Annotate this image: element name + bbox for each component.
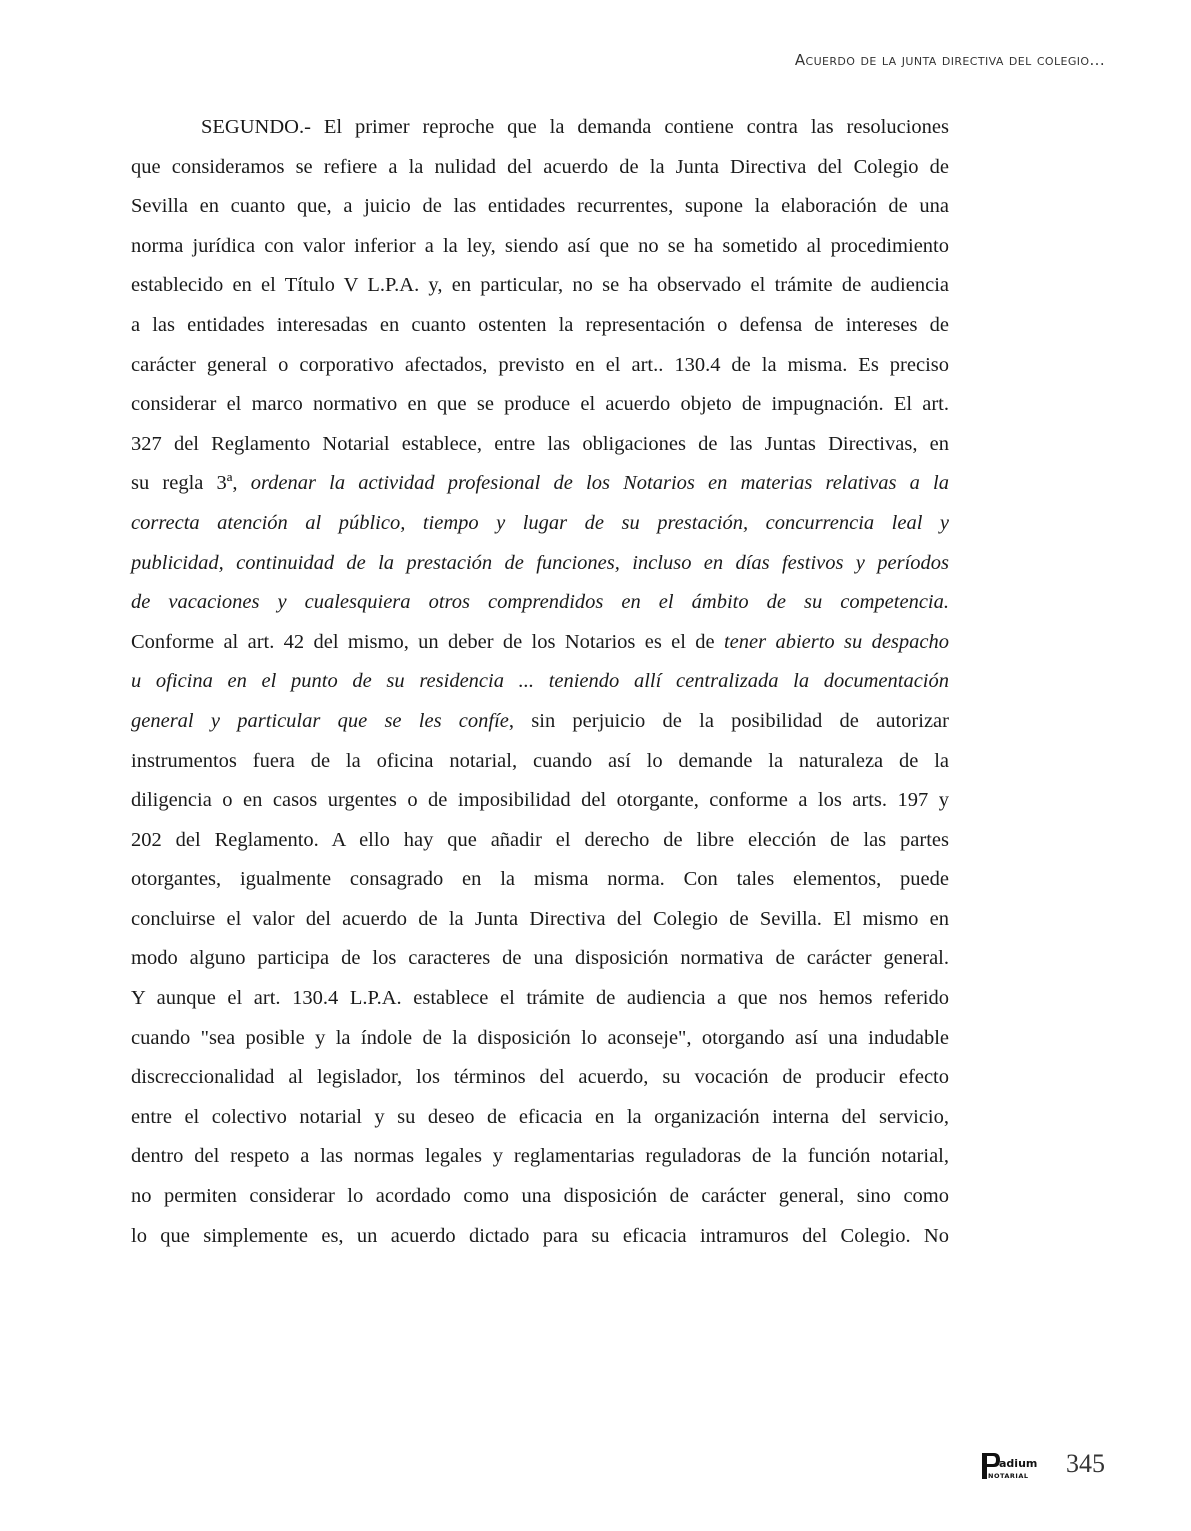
line-text: instrumentos fuera de la oficina notarial, cuando así lo demande la naturaleza de la [131,749,949,772]
text-line [131,742,949,782]
text-line [131,939,949,979]
logo-word: adium [999,1457,1038,1470]
line-text: no permiten considerar lo acordado como una disposición de carácter general, sino como [131,1185,949,1208]
line-italic-text: ordenar la actividad profesional de los Notarios en materias relativas a la [250,472,949,495]
text-line [131,860,949,900]
line-italic-text: u oficina en el punto de su residencia ... teniendo allí centralizada la documentación [131,670,949,693]
line-text: cuando "sea posible y la índole de la disposición lo aconseje", otorgando así una indudable [131,1026,949,1049]
line-italic-text: de vacaciones y cualesquiera otros comprendidos en el ámbito de su competencia. [131,591,949,614]
text-line [131,623,949,663]
line-text: norma jurídica con valor inferior a la ley, siendo así que no se ha sometido al procedimiento [131,234,949,257]
text-line [131,346,949,386]
text-line [131,662,949,702]
line-text: concluirse el valor del acuerdo de la Junta Directiva del Colegio de Sevilla. El mismo en [131,907,949,930]
line-text: 202 del Reglamento. A ello hay que añadir el derecho de libre elección de las partes [131,828,949,851]
text-line [131,504,949,544]
text-line [131,266,949,306]
text-line [131,1217,949,1257]
text-line [131,187,949,227]
line-text: diligencia o en casos urgentes o de imposibilidad del otorgante, conforme a los arts. 197 y [131,789,949,812]
text-line [131,108,949,148]
line-text: dentro del respeto a las normas legales y reglamentarias reguladoras de la función notarial, [131,1145,949,1168]
logo-p-counter [987,1456,996,1464]
text-line [131,385,949,425]
logo-subtitle: NOTARIAL [988,1472,1029,1480]
line-text: lo que simplemente es, un acuerdo dictado para su eficacia intramuros del Colegio. No [131,1224,949,1247]
running-header: Acuerdo de la junta directiva del colegio... [794,51,1105,69]
line-text: establecido en el Título V L.P.A. y, en particular, no se ha observado el trámite de audiencia [131,274,949,297]
text-line [131,227,949,267]
line-text: discreccionalidad al legislador, los términos del acuerdo, su vocación de producir efecto [131,1066,949,1089]
line-text: que consideramos se refiere a la nulidad del acuerdo de la Junta Directiva del Colegio de [131,155,949,178]
text-line [131,544,949,584]
line-text: considerar el marco normativo en que se produce el acuerdo objeto de impugnación. El art. [131,393,949,416]
line-text: Y aunque el art. 130.4 L.P.A. establece el trámite de audiencia a que nos hemos referido [131,987,949,1010]
line-italic-text: publicidad, continuidad de la prestación de funciones, incluso en días festivos y períodos [131,551,949,574]
line-text: SEGUNDO.- El primer reproche que la demanda contiene contra las resoluciones [201,116,949,138]
line-text: otorgantes, igualmente consagrado en la misma norma. Con tales elementos, puede [131,868,949,891]
line-text: Sevilla en cuanto que, a juicio de las entidades recurrentes, supone la elaboración de una [131,195,949,218]
text-line [131,148,949,188]
text-line [131,900,949,940]
line-text: a las entidades interesadas en cuanto ostenten la representación o defensa de intereses de [131,313,949,336]
text-line [131,1019,949,1059]
line-text: modo alguno participa de los caracteres de una disposición normativa de carácter general. [131,947,949,970]
page-number: 345 [1066,1449,1105,1478]
line-text: Conforme al art. 42 del mismo, un deber de los Notarios es el de [131,630,724,653]
line-italic-text: general y particular que se les confíe [131,709,509,732]
text-line [131,1058,949,1098]
text-line [131,702,949,742]
text-line [131,979,949,1019]
text-line [131,781,949,821]
line-text: , sin perjuicio de la posibilidad de autorizar [508,709,949,732]
body-paragraph [131,108,949,1256]
text-line [131,306,949,346]
text-line [131,425,949,465]
logo-p-stem [982,1453,987,1479]
line-text: carácter general o corporativo afectados, previsto en el art.. 130.4 de la misma. Es preciso [131,353,949,376]
text-line [131,464,949,504]
text-line [131,583,949,623]
line-italic-text: tener abierto su despacho [723,630,949,653]
line-text: entre el colectivo notarial y su deseo de eficacia en la organización interna del servicio, [131,1105,949,1128]
line-text: 327 del Reglamento Notarial establece, entre las obligaciones de las Juntas Directivas, en [131,432,949,455]
padium-notarial-logo [982,1451,1042,1485]
text-line [131,821,949,861]
line-italic-text: correcta atención al público, tiempo y lugar de su prestación, concurrencia leal y [131,511,949,534]
text-line [131,1137,949,1177]
text-line [131,1177,949,1217]
text-line [131,1098,949,1138]
line-text: su regla 3ª, [131,472,251,495]
